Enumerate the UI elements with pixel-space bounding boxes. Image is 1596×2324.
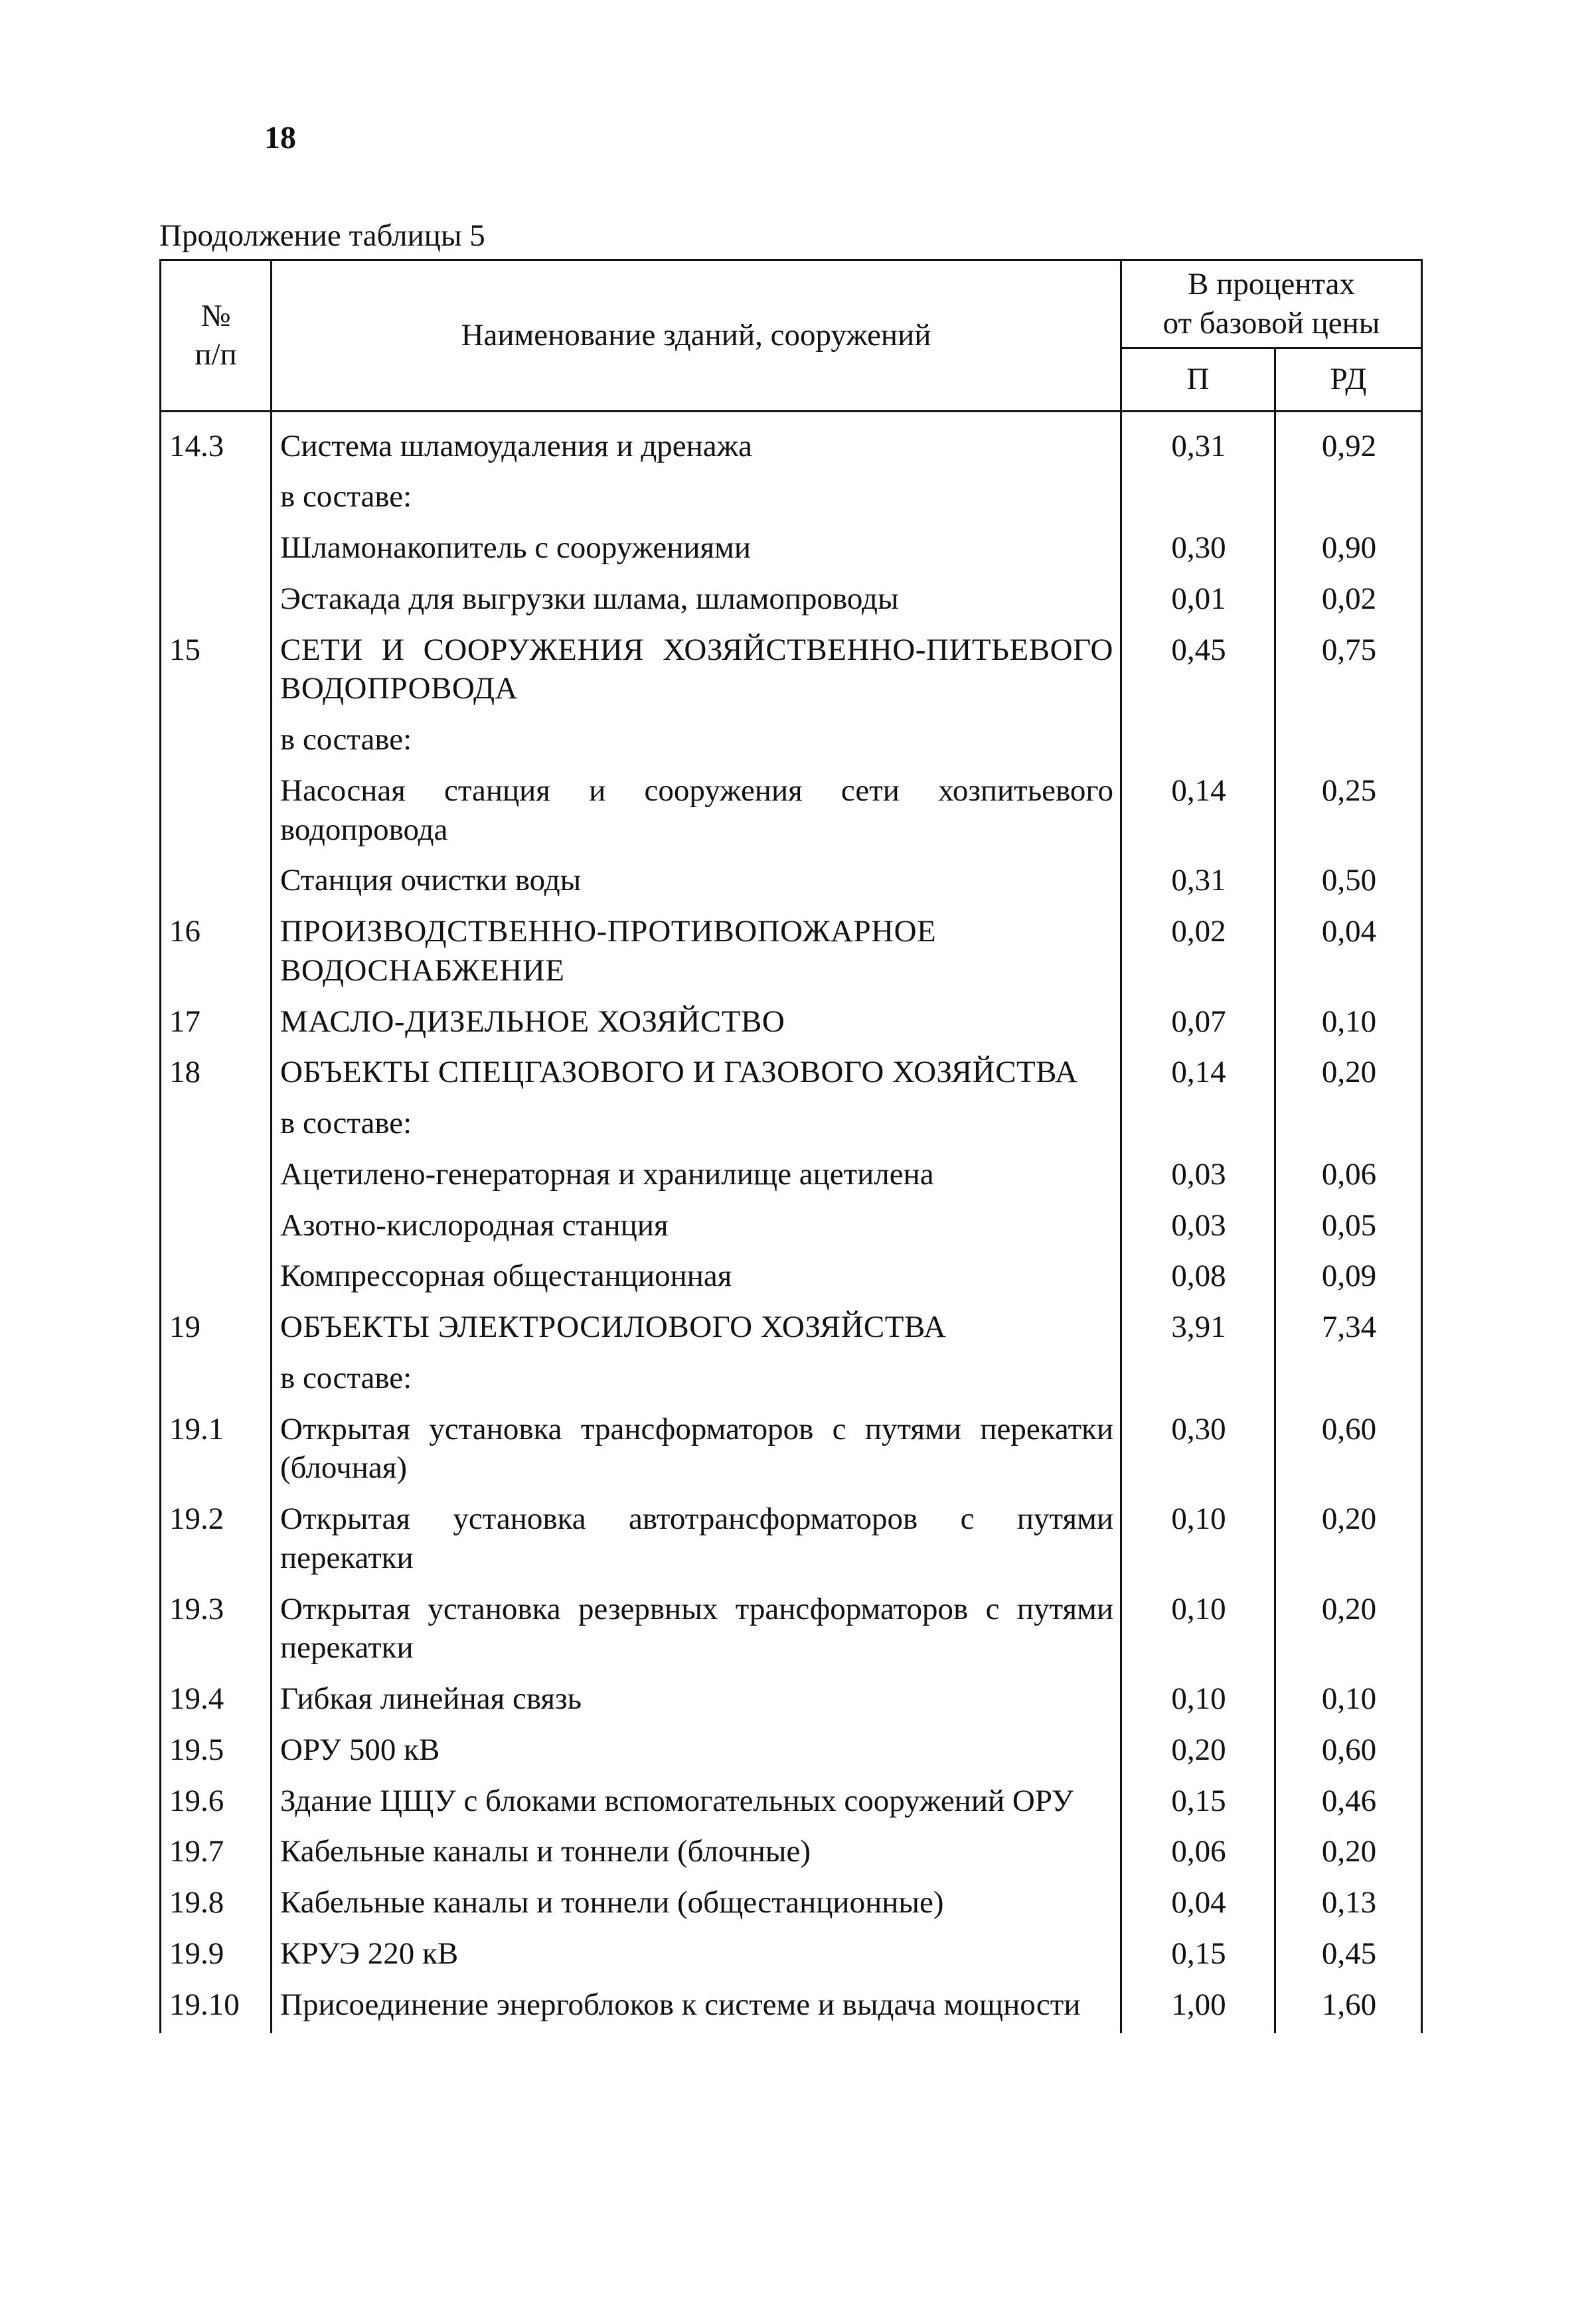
table-row	[161, 1673, 1422, 1724]
row-value-rd: 0,02	[1275, 573, 1422, 624]
row-number: 19.8	[161, 1877, 272, 1928]
header-p	[1121, 348, 1275, 411]
row-value-p: 0,14	[1121, 1046, 1275, 1097]
table-row	[161, 1928, 1422, 1979]
row-value-rd: 0,20	[1275, 1583, 1422, 1673]
table-row	[161, 1301, 1422, 1352]
row-name: ПРОИЗВОДСТВЕННО-ПРОТИВОПОЖАРНОЕ ВОДОСНАБЖЕНИЕ	[272, 905, 1121, 996]
row-value-rd: 0,90	[1275, 522, 1422, 573]
table-row	[161, 1825, 1422, 1877]
row-value-p	[1121, 471, 1275, 522]
row-number	[161, 471, 272, 522]
table-row	[161, 624, 1422, 714]
row-value-rd: 7,34	[1275, 1301, 1422, 1352]
row-value-rd: 0,20	[1275, 1825, 1422, 1877]
row-value-rd: 0,05	[1275, 1200, 1422, 1251]
row-value-p: 0,30	[1121, 522, 1275, 573]
row-value-rd: 0,92	[1275, 411, 1422, 471]
row-value-p	[1121, 714, 1275, 765]
row-name: МАСЛО-ДИЗЕЛЬНОЕ ХОЗЯЙСТВО	[272, 996, 1121, 1047]
row-number: 19.9	[161, 1928, 272, 1979]
row-number: 17	[161, 996, 272, 1047]
table-row	[161, 714, 1422, 765]
row-value-p	[1121, 1352, 1275, 1403]
row-number	[161, 714, 272, 765]
row-value-rd: 0,60	[1275, 1724, 1422, 1775]
row-value-p: 0,06	[1121, 1825, 1275, 1877]
page-number: 18	[264, 120, 296, 155]
row-number: 16	[161, 905, 272, 996]
row-name: Кабельные каналы и тоннели (общестанционные)	[272, 1877, 1121, 1928]
row-value-p: 0,03	[1121, 1148, 1275, 1200]
row-number	[161, 1097, 272, 1148]
row-value-p: 0,03	[1121, 1200, 1275, 1251]
table-row	[161, 1148, 1422, 1200]
row-value-p: 0,15	[1121, 1775, 1275, 1826]
row-name: Здание ЦЩУ с блоками вспомогательных сооружений ОРУ	[272, 1775, 1121, 1826]
row-value-p: 0,20	[1121, 1724, 1275, 1775]
row-value-rd: 0,50	[1275, 854, 1422, 905]
row-value-p: 0,10	[1121, 1673, 1275, 1724]
header-p-label: П	[1186, 362, 1210, 397]
row-name: Насосная станция и сооружения сети хозпитьевого водопровода	[272, 765, 1121, 855]
row-name: Азотно-кислородная станция	[272, 1200, 1121, 1251]
row-name: в составе:	[272, 1097, 1121, 1148]
row-name: ОБЪЕКТЫ ЭЛЕКТРОСИЛОВОГО ХОЗЯЙСТВА	[272, 1301, 1121, 1352]
row-value-p: 0,15	[1121, 1928, 1275, 1979]
row-value-p: 0,08	[1121, 1250, 1275, 1301]
row-value-rd: 0,46	[1275, 1775, 1422, 1826]
row-name: Станция очистки воды	[272, 854, 1121, 905]
table-caption: Продолжение таблицы 5	[159, 218, 485, 253]
row-number	[161, 765, 272, 855]
table-row	[161, 1583, 1422, 1673]
row-value-rd	[1275, 1097, 1422, 1148]
row-number: 19.4	[161, 1673, 272, 1724]
row-name: ОРУ 500 кВ	[272, 1724, 1121, 1775]
table-row	[161, 1250, 1422, 1301]
row-value-rd	[1275, 471, 1422, 522]
row-value-rd: 0,04	[1275, 905, 1422, 996]
row-value-p: 0,45	[1121, 624, 1275, 714]
table-row	[161, 1493, 1422, 1583]
header-name-label: Наименование зданий, сооружений	[461, 317, 931, 352]
row-name: Шламонакопитель с сооружениями	[272, 522, 1121, 573]
row-value-rd: 1,60	[1275, 1979, 1422, 2034]
row-value-rd: 0,45	[1275, 1928, 1422, 1979]
row-name: в составе:	[272, 1352, 1121, 1403]
row-name: ОБЪЕКТЫ СПЕЦГАЗОВОГО И ГАЗОВОГО ХОЗЯЙСТВА	[272, 1046, 1121, 1097]
row-number	[161, 1148, 272, 1200]
row-name: в составе:	[272, 471, 1121, 522]
row-value-rd: 0,10	[1275, 1673, 1422, 1724]
table-row	[161, 411, 1422, 471]
row-name: СЕТИ И СООРУЖЕНИЯ ХОЗЯЙСТВЕННО-ПИТЬЕВОГО ВОДОПРОВОДА	[272, 624, 1121, 714]
row-name: Присоединение энергоблоков к системе и выдача мощности	[272, 1979, 1121, 2034]
row-value-p: 0,10	[1121, 1583, 1275, 1673]
row-number: 15	[161, 624, 272, 714]
table-row	[161, 1200, 1422, 1251]
row-name: Гибкая линейная связь	[272, 1673, 1121, 1724]
row-value-rd: 0,09	[1275, 1250, 1422, 1301]
header-rd	[1275, 348, 1422, 411]
table-row	[161, 522, 1422, 573]
row-number: 19.1	[161, 1403, 272, 1494]
table-row	[161, 1775, 1422, 1826]
row-value-rd: 0,10	[1275, 996, 1422, 1047]
cost-table	[159, 259, 1423, 2033]
row-number: 19.6	[161, 1775, 272, 1826]
row-number: 14.3	[161, 411, 272, 471]
header-name	[272, 260, 1121, 412]
row-value-p: 0,30	[1121, 1403, 1275, 1494]
table-header	[161, 260, 1422, 412]
row-number	[161, 854, 272, 905]
row-number: 18	[161, 1046, 272, 1097]
row-value-rd: 0,20	[1275, 1046, 1422, 1097]
row-number: 19.3	[161, 1583, 272, 1673]
row-number: 19	[161, 1301, 272, 1352]
table-row	[161, 1979, 1422, 2034]
row-number: 19.7	[161, 1825, 272, 1877]
row-name: Система шламоудаления и дренажа	[272, 411, 1121, 471]
table-row	[161, 1046, 1422, 1097]
row-name: Открытая установка трансформаторов с путями перекатки (блочная)	[272, 1403, 1121, 1494]
header-percent-group	[1121, 260, 1422, 349]
row-value-p: 1,00	[1121, 1979, 1275, 2034]
row-value-rd: 0,06	[1275, 1148, 1422, 1200]
row-value-p: 0,01	[1121, 573, 1275, 624]
row-value-p: 0,02	[1121, 905, 1275, 996]
row-value-p	[1121, 1097, 1275, 1148]
table-row	[161, 471, 1422, 522]
row-number	[161, 573, 272, 624]
row-name: Кабельные каналы и тоннели (блочные)	[272, 1825, 1121, 1877]
row-number: 19.5	[161, 1724, 272, 1775]
row-value-rd	[1275, 714, 1422, 765]
row-value-rd	[1275, 1352, 1422, 1403]
row-value-rd: 0,60	[1275, 1403, 1422, 1494]
row-value-p: 0,14	[1121, 765, 1275, 855]
row-name: Ацетилено-генераторная и хранилище ацетилена	[272, 1148, 1121, 1200]
row-number	[161, 1250, 272, 1301]
table-row	[161, 765, 1422, 855]
table-row	[161, 1403, 1422, 1494]
table-row	[161, 854, 1422, 905]
row-name: Открытая установка автотрансформаторов с путями перекатки	[272, 1493, 1121, 1583]
header-rd-label: РД	[1330, 362, 1367, 397]
row-value-p: 0,07	[1121, 996, 1275, 1047]
row-value-p: 0,04	[1121, 1877, 1275, 1928]
table-row	[161, 1724, 1422, 1775]
header-number-label: № п/п	[195, 298, 237, 372]
row-name: в составе:	[272, 714, 1121, 765]
row-value-rd: 0,75	[1275, 624, 1422, 714]
table-row	[161, 573, 1422, 624]
table-body	[161, 411, 1422, 2033]
table-row	[161, 905, 1422, 996]
table-row	[161, 1352, 1422, 1403]
row-value-p: 3,91	[1121, 1301, 1275, 1352]
row-name: КРУЭ 220 кВ	[272, 1928, 1121, 1979]
row-value-p: 0,10	[1121, 1493, 1275, 1583]
row-number	[161, 1200, 272, 1251]
row-number	[161, 522, 272, 573]
row-number: 19.2	[161, 1493, 272, 1583]
row-value-p: 0,31	[1121, 854, 1275, 905]
row-name: Компрессорная общестанционная	[272, 1250, 1121, 1301]
header-number	[161, 260, 272, 412]
row-number: 19.10	[161, 1979, 272, 2034]
table-row	[161, 1877, 1422, 1928]
table-row	[161, 996, 1422, 1047]
row-value-rd: 0,25	[1275, 765, 1422, 855]
row-number	[161, 1352, 272, 1403]
row-value-p: 0,31	[1121, 411, 1275, 471]
header-percent-label: В процентах от базовой цены	[1162, 267, 1380, 341]
row-name: Открытая установка резервных трансформаторов с путями перекатки	[272, 1583, 1121, 1673]
row-value-rd: 0,13	[1275, 1877, 1422, 1928]
row-value-rd: 0,20	[1275, 1493, 1422, 1583]
table-row	[161, 1097, 1422, 1148]
row-name: Эстакада для выгрузки шлама, шламопроводы	[272, 573, 1121, 624]
